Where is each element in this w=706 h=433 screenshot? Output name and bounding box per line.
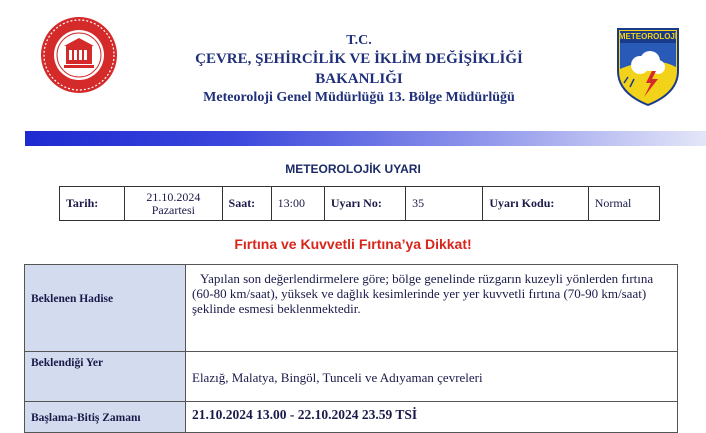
beklenen-hadise-value: Yapılan son değerlendirmelere göre; bölge genelinde rüzgarın kuzeyli yönlerden fırtına (60-80 km/saat), yüksek ve dağlık kesimlerinde yer yer kuvvetli fırtına (70-90 km/saat) şeklinde esmesi beklenmektedir.: [192, 271, 654, 316]
table-row: [25, 402, 678, 433]
beklendigi-yer-label-cell: [25, 352, 186, 402]
zaman-value-cell: [186, 402, 678, 433]
tarih-date: 21.10.2024: [146, 189, 201, 204]
beklenen-hadise-label: Beklenen Hadise: [31, 293, 114, 305]
uyari-kodu-label: Uyarı Kodu:: [483, 187, 588, 221]
beklendigi-yer-value-cell: [186, 352, 678, 402]
header-line-directorate: Meteoroloji Genel Müdürlüğü 13. Bölge Müdürlüğü: [203, 90, 515, 105]
tarih-day: Pazartesi: [151, 202, 196, 217]
info-table: [59, 186, 660, 221]
header-line-bakanlik: BAKANLIĞI: [315, 71, 403, 87]
header-divider-band: [25, 131, 706, 146]
zaman-value: 21.10.2024 13.00 - 22.10.2024 23.59 TSİ: [192, 407, 418, 422]
header-line-ministry: ÇEVRE, ŞEHİRCİLİK VE İKLİM DEĞİŞİKLİĞİ: [195, 51, 523, 67]
header-line-tc: T.C.: [346, 33, 372, 48]
saat-value: 13:00: [271, 187, 324, 221]
beklendigi-yer-value: Elazığ, Malatya, Bingöl, Tunceli ve Adıyaman çevreleri: [192, 370, 483, 385]
tarih-label: Tarih:: [60, 187, 125, 221]
uyari-kodu-value: Normal: [588, 187, 659, 221]
met-logo-text: METEOROLOJİ: [618, 32, 678, 41]
table-row: [25, 352, 678, 402]
uyari-no-value: 35: [406, 187, 483, 221]
warning-heading: Fırtına ve Kuvvetli Fırtına’ya Dikkat!: [234, 236, 472, 252]
beklenen-hadise-label-cell: [25, 265, 186, 352]
beklenen-hadise-value-cell: [186, 265, 678, 352]
zaman-label-cell: [25, 402, 186, 433]
tarih-value: [125, 187, 222, 221]
saat-label: Saat:: [222, 187, 271, 221]
table-row: [25, 265, 678, 352]
beklendigi-yer-label: Beklendiği Yer: [31, 357, 104, 369]
uyari-no-label: Uyarı No:: [324, 187, 405, 221]
zaman-label: Başlama-Bitiş Zamanı: [31, 412, 141, 424]
page-title: METEOROLOJİK UYARI: [285, 162, 421, 176]
details-table: [24, 264, 678, 433]
